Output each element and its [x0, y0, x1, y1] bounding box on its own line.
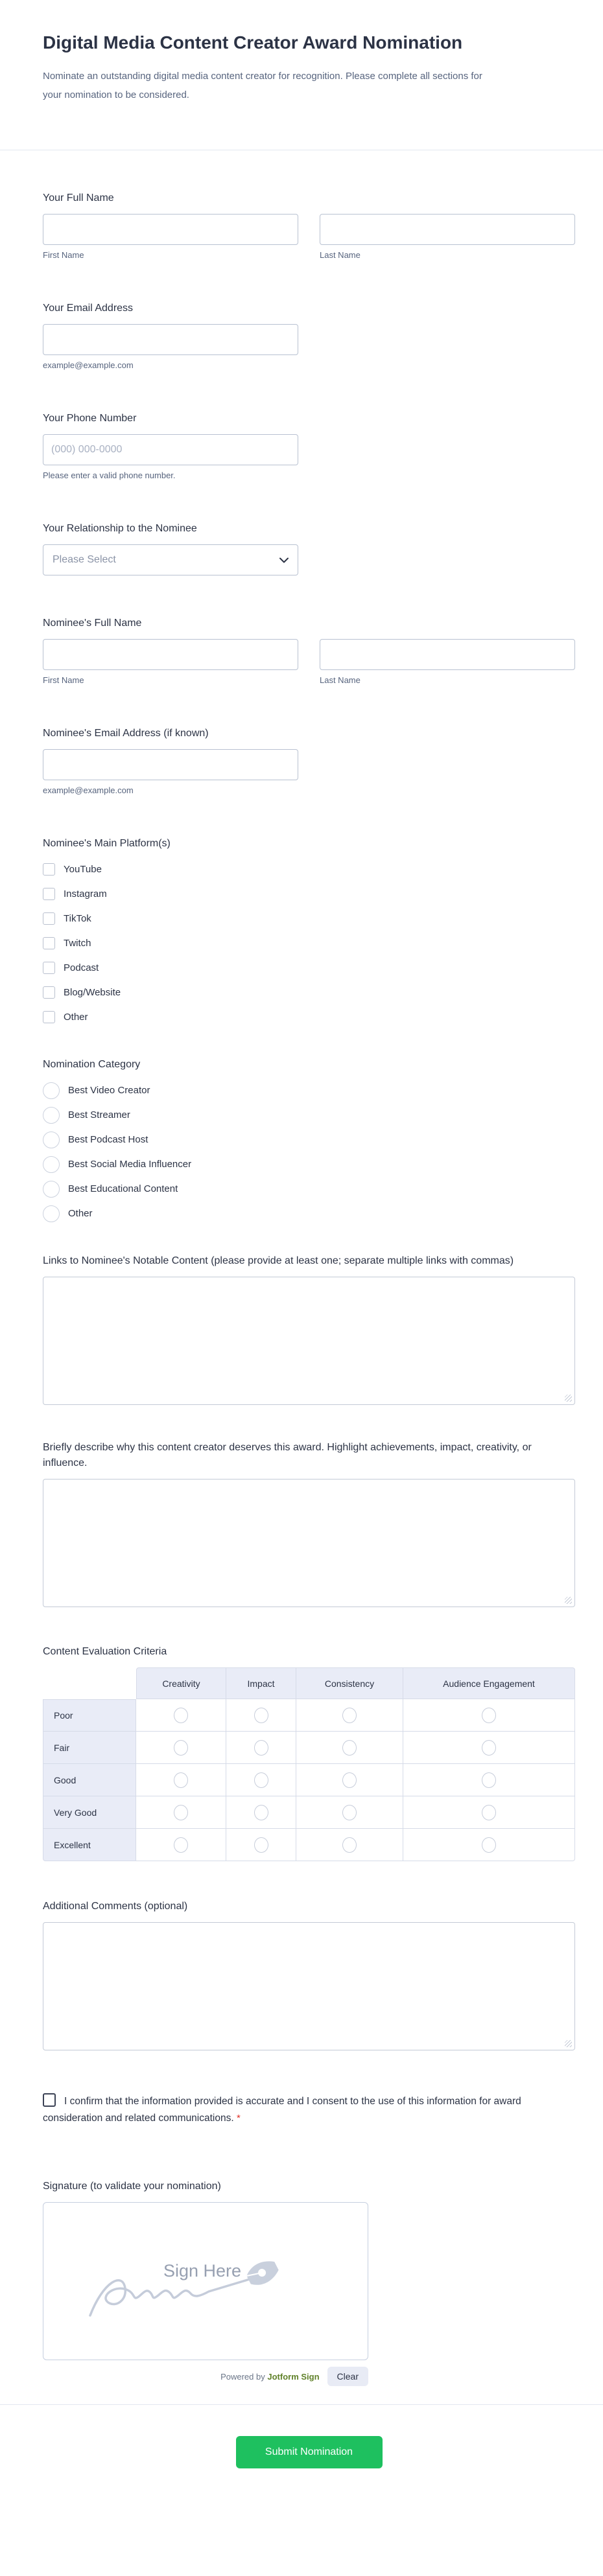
your-first-name-sublabel: First Name: [43, 250, 84, 261]
radio-icon[interactable]: [174, 1805, 188, 1820]
platforms-label: Nominee's Main Platform(s): [43, 838, 171, 850]
sign-here-text: Sign Here: [163, 2261, 242, 2281]
radio-icon[interactable]: [254, 1740, 268, 1756]
matrix-cell-good-impact: [226, 1764, 296, 1796]
nominee-last-name-sublabel: Last Name: [320, 675, 361, 686]
nominee-email-sublabel: example@example.com: [43, 785, 134, 796]
radio-icon[interactable]: [482, 1772, 496, 1788]
consent-checkbox-row[interactable]: [43, 2096, 521, 2124]
your-last-name-input[interactable]: [320, 214, 575, 245]
category-option-best-social-media-influencer[interactable]: [43, 1155, 575, 1173]
your-email-input[interactable]: [43, 324, 298, 355]
matrix-cell-very-good-creativity: [136, 1796, 226, 1829]
category-option-label: Other: [68, 1208, 93, 1220]
radio-icon[interactable]: [482, 1837, 496, 1853]
links-textarea[interactable]: [43, 1277, 575, 1405]
required-asterisk: *: [236, 2113, 241, 2124]
matrix-cell-excellent-impact: [226, 1829, 296, 1861]
platform-option-label: TikTok: [64, 913, 91, 925]
category-option-label: Best Video Creator: [68, 1085, 150, 1097]
matrix-cell-good-consistency: [296, 1764, 403, 1796]
category-option-label: Best Streamer: [68, 1109, 130, 1121]
matrix-cell-poor-impact: [226, 1699, 296, 1732]
radio-icon[interactable]: [342, 1805, 357, 1820]
checkbox-icon[interactable]: [43, 863, 55, 876]
radio-icon[interactable]: [482, 1805, 496, 1820]
consent-label: I confirm that the information provided is accurate and I consent to the use of this information for award consideration and related communications.: [43, 2096, 521, 2124]
radio-icon[interactable]: [174, 1740, 188, 1756]
signature-label: Signature (to validate your nomination): [43, 2181, 221, 2192]
signature-squiggle: [90, 2279, 250, 2315]
matrix-row-good: Good: [43, 1764, 136, 1796]
platform-option-podcast[interactable]: [43, 959, 575, 977]
matrix-col-consistency: Consistency: [296, 1667, 403, 1699]
question-relationship: [43, 521, 575, 575]
matrix-cell-excellent-audience-engagement: [403, 1829, 575, 1861]
platform-option-label: Blog/Website: [64, 987, 121, 999]
radio-icon[interactable]: [174, 1772, 188, 1788]
your-phone-input[interactable]: [43, 434, 298, 465]
radio-icon[interactable]: [43, 1131, 60, 1148]
question-links: [43, 1253, 575, 1405]
radio-icon[interactable]: [342, 1740, 357, 1756]
matrix-row-fair: Fair: [43, 1732, 136, 1764]
category-option-other[interactable]: [43, 1205, 575, 1222]
matrix-col-audience-engagement: Audience Engagement: [403, 1667, 575, 1699]
comments-label: Additional Comments (optional): [43, 1901, 188, 1912]
platform-option-other[interactable]: [43, 1008, 575, 1026]
why-deserves-textarea[interactable]: [43, 1479, 575, 1607]
powered-by-text: Powered by Jotform Sign: [220, 2371, 320, 2382]
matrix-col-creativity: Creativity: [136, 1667, 226, 1699]
platform-option-twitch[interactable]: [43, 934, 575, 952]
radio-icon[interactable]: [342, 1772, 357, 1788]
matrix-cell-fair-audience-engagement: [403, 1732, 575, 1764]
radio-icon[interactable]: [254, 1837, 268, 1853]
question-nominee-email: [43, 726, 575, 796]
matrix-cell-poor-creativity: [136, 1699, 226, 1732]
checkbox-icon[interactable]: [43, 937, 55, 949]
category-option-best-podcast-host[interactable]: [43, 1131, 575, 1148]
question-why-deserves: [43, 1440, 575, 1607]
category-option-best-video-creator[interactable]: [43, 1082, 575, 1099]
relationship-selected-value: Please Select: [53, 554, 116, 566]
relationship-label: Your Relationship to the Nominee: [43, 523, 197, 535]
signature-clear-button[interactable]: Clear: [327, 2367, 368, 2386]
matrix-cell-excellent-consistency: [296, 1829, 403, 1861]
platform-option-label: Twitch: [64, 938, 91, 949]
category-option-label: Best Social Media Influencer: [68, 1159, 192, 1170]
matrix-row-poor: Poor: [43, 1699, 136, 1732]
radio-icon[interactable]: [342, 1837, 357, 1853]
matrix-cell-very-good-consistency: [296, 1796, 403, 1829]
category-label: Nomination Category: [43, 1059, 141, 1071]
question-evaluation: [43, 1644, 575, 1861]
platform-option-label: YouTube: [64, 864, 102, 876]
question-your-phone: [43, 411, 575, 481]
radio-icon[interactable]: [254, 1805, 268, 1820]
nominee-email-label: Nominee's Email Address (if known): [43, 728, 209, 739]
form-title: Digital Media Content Creator Award Nomination: [43, 32, 463, 52]
your-email-sublabel: example@example.com: [43, 360, 134, 371]
question-signature: [43, 2179, 575, 2386]
radio-icon[interactable]: [482, 1740, 496, 1756]
matrix-cell-fair-consistency: [296, 1732, 403, 1764]
category-option-best-educational-content[interactable]: [43, 1180, 575, 1198]
your-first-name-input[interactable]: [43, 214, 298, 245]
evaluation-matrix: [43, 1667, 575, 1861]
relationship-select[interactable]: [43, 544, 298, 575]
radio-icon[interactable]: [482, 1708, 496, 1723]
platform-option-label: Podcast: [64, 962, 99, 974]
nominee-last-name-input[interactable]: [320, 639, 575, 670]
matrix-row-excellent: Excellent: [43, 1829, 136, 1861]
checkbox-icon[interactable]: [43, 2093, 56, 2107]
checkbox-icon[interactable]: [43, 986, 55, 999]
links-label: Links to Nominee's Notable Content (please provide at least one; separate multiple links with commas): [43, 1255, 514, 1267]
matrix-cell-very-good-audience-engagement: [403, 1796, 575, 1829]
radio-icon[interactable]: [174, 1708, 188, 1723]
checkbox-icon[interactable]: [43, 912, 55, 925]
checkbox-icon[interactable]: [43, 1011, 55, 1023]
radio-icon[interactable]: [43, 1205, 60, 1222]
sign-here-placeholder-icon: [76, 2226, 335, 2336]
nominee-name-label: Nominee's Full Name: [43, 618, 142, 629]
question-your-email: [43, 301, 575, 371]
matrix-cell-good-audience-engagement: [403, 1764, 575, 1796]
form-subtitle: Nominate an outstanding digital media content creator for recognition. Please complete all sections for your nomination to be considered.: [43, 70, 482, 100]
form-page: [0, 30, 603, 2501]
matrix-col-impact: Impact: [226, 1667, 296, 1699]
category-option-best-streamer[interactable]: [43, 1106, 575, 1124]
platform-option-blog-website[interactable]: [43, 984, 575, 1001]
your-last-name-sublabel: Last Name: [320, 250, 361, 261]
question-consent: [43, 2093, 575, 2127]
platform-option-label: Other: [64, 1012, 88, 1023]
platform-option-youtube[interactable]: [43, 861, 575, 878]
nominee-email-input[interactable]: [43, 749, 298, 780]
matrix-cell-poor-audience-engagement: [403, 1699, 575, 1732]
category-option-label: Best Educational Content: [68, 1183, 178, 1195]
evaluation-label: Content Evaluation Criteria: [43, 1646, 167, 1658]
nominee-first-name-input[interactable]: [43, 639, 298, 670]
chevron-down-icon: [279, 557, 289, 563]
signature-pad[interactable]: [43, 2202, 368, 2360]
question-your-full-name: [43, 191, 575, 261]
comments-textarea[interactable]: [43, 1922, 575, 2050]
your-phone-label: Your Phone Number: [43, 413, 137, 424]
why-deserves-label: Briefly describe why this content creator deserves this award. Highlight achievements, impact, creativity, or influence.: [43, 1442, 532, 1469]
pen-nib-icon: [244, 2255, 280, 2291]
matrix-row-very-good: Very Good: [43, 1796, 136, 1829]
matrix-cell-poor-consistency: [296, 1699, 403, 1732]
radio-icon[interactable]: [43, 1082, 60, 1099]
radio-icon[interactable]: [254, 1772, 268, 1788]
jotform-sign-brand: Jotform Sign: [267, 2371, 320, 2382]
platform-option-label: Instagram: [64, 888, 107, 900]
matrix-corner-cell: [43, 1667, 136, 1699]
question-category: [43, 1057, 575, 1222]
footer-divider: [0, 2404, 603, 2405]
matrix-cell-good-creativity: [136, 1764, 226, 1796]
your-name-label: Your Full Name: [43, 192, 114, 204]
matrix-cell-fair-creativity: [136, 1732, 226, 1764]
platform-option-tiktok[interactable]: [43, 910, 575, 927]
question-nominee-name: [43, 616, 575, 686]
radio-icon[interactable]: [43, 1181, 60, 1198]
question-platforms: [43, 836, 575, 1026]
nominee-first-name-sublabel: First Name: [43, 675, 84, 686]
radio-icon[interactable]: [43, 1156, 60, 1173]
question-comments: [43, 1899, 575, 2050]
checkbox-icon[interactable]: [43, 888, 55, 900]
radio-icon[interactable]: [342, 1708, 357, 1723]
matrix-cell-excellent-creativity: [136, 1829, 226, 1861]
radio-icon[interactable]: [174, 1837, 188, 1853]
category-option-label: Best Podcast Host: [68, 1134, 148, 1146]
your-email-label: Your Email Address: [43, 303, 134, 314]
your-phone-sublabel: Please enter a valid phone number.: [43, 470, 176, 481]
radio-icon[interactable]: [43, 1107, 60, 1124]
matrix-cell-very-good-impact: [226, 1796, 296, 1829]
radio-icon[interactable]: [254, 1708, 268, 1723]
checkbox-icon[interactable]: [43, 962, 55, 974]
platform-option-instagram[interactable]: [43, 885, 575, 903]
matrix-cell-fair-impact: [226, 1732, 296, 1764]
submit-nomination-button[interactable]: Submit Nomination: [236, 2436, 383, 2468]
